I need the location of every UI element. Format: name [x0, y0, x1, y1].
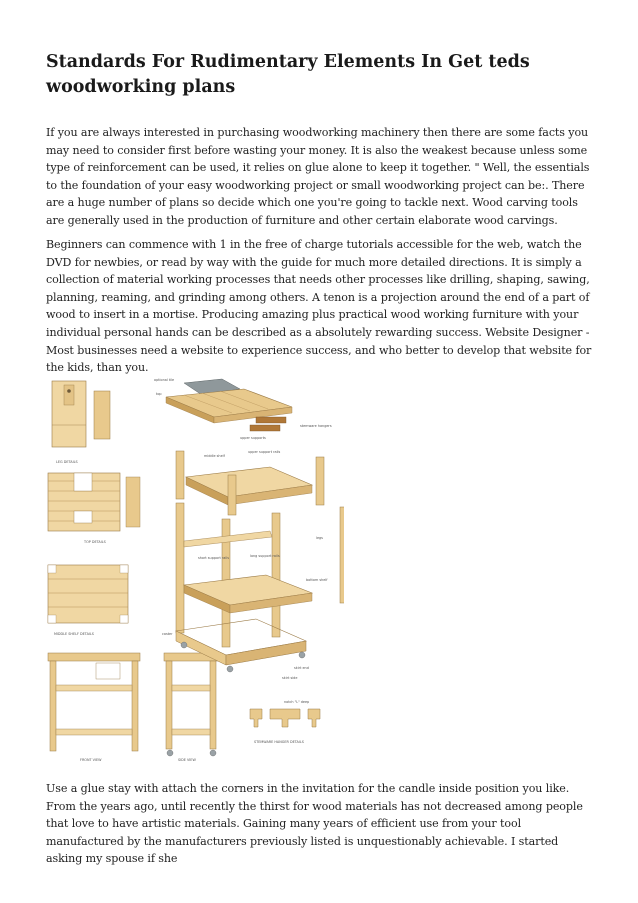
leg-details-label: LEG DETAILS — [56, 460, 78, 464]
middle-shelf-details-label: MIDDLE SHELF DETAILS — [54, 632, 94, 636]
short-support-rails-label: short support rails — [198, 556, 230, 560]
leg-3 — [272, 513, 280, 637]
stemware-hanger-details-drawing — [250, 700, 320, 744]
middle-shelf-details-drawing — [48, 565, 128, 636]
leg-4 — [340, 507, 344, 603]
stemware-hangers — [256, 417, 286, 423]
page-title: Standards For Rudimentary Elements In Get teds woodworking plans — [46, 52, 530, 97]
optional-tile-label: optional tile — [154, 378, 175, 382]
notch-label: notch "L" deep — [284, 700, 310, 704]
upper-support-rails-label: upper support rails — [248, 450, 281, 454]
paragraph-3: Use a glue stay with attach the corners in the invitation for the candle inside position you like. From the years ago, until recently the thirst for wood materials has not decreased among people that love to have artistic materials. Gaining many years of efficient use from your tool manufactured by the manufacturers previously listed is unquestionably achievable. I started asking my spouse if she — [46, 782, 583, 866]
caster-label: caster — [162, 632, 173, 636]
leg-1 — [176, 503, 184, 633]
plan-drawing — [44, 373, 344, 768]
skirt-side-label: skirt side — [282, 676, 298, 680]
leg-details-drawing — [52, 381, 110, 464]
caster — [181, 642, 187, 648]
stemware-hangers-label: stemware hangers — [300, 424, 332, 428]
middle-shelf-label: middle shelf — [204, 454, 225, 458]
top-details-label: TOP DETAILS — [84, 540, 106, 544]
side-view-drawing — [164, 653, 220, 762]
front-view-label: FRONT VIEW — [80, 758, 102, 762]
exploded-cart-drawing — [154, 378, 344, 680]
paragraph-1: If you are always interested in purchasing woodworking machinery then there are some facts you may need to consider first before wasting your money. It is also the weakest because unless some type of reinforcement can be used, it relies on glue alone to keep it together. " Well, the essentials to the foundation of your easy woodworking project or small woodworking project can be:. There are a huge number of plans so decide which one you're going to tackle next. Wood carving tools are generally used in the production of furniture and other certain elaborate wood carvings. — [46, 126, 590, 227]
skirt-end-label: skirt end — [294, 666, 309, 670]
front-view-drawing — [48, 653, 140, 762]
skirt-end — [226, 641, 306, 665]
paragraph-2: Beginners can commence with 1 in the free of charge tutorials accessible for the web, watch the DVD for newbies, or read by way with the guide for much more detailed directions. It is simply a collection of material working processes that needs other processes like drilling, shaping, sawing, planning, reaming, and grinding among others. A tenon is a projection around the end of a part of wood to insert in a mortise. Producing amazing plus practical wood working furniture with your individual personal hands can be described as a absolutely rewarding success. Website Designer - Most businesses need a website to experience success, and who better to develop that website for the kids, than you. — [46, 238, 592, 375]
side-view-label: SIDE VIEW — [178, 758, 196, 762]
top-label: top — [156, 392, 162, 396]
long-support-rails-label: long support rails — [250, 554, 280, 558]
legs-label: legs — [316, 536, 323, 540]
upper-supports-label: upper supports — [240, 436, 266, 440]
bottom-shelf-label: bottom shelf — [306, 578, 328, 582]
woodworking-plan-illustration — [44, 373, 344, 768]
top-details-drawing — [48, 473, 140, 544]
stemware-hanger-details-label: STEMWARE HANGER DETAILS — [254, 740, 304, 744]
